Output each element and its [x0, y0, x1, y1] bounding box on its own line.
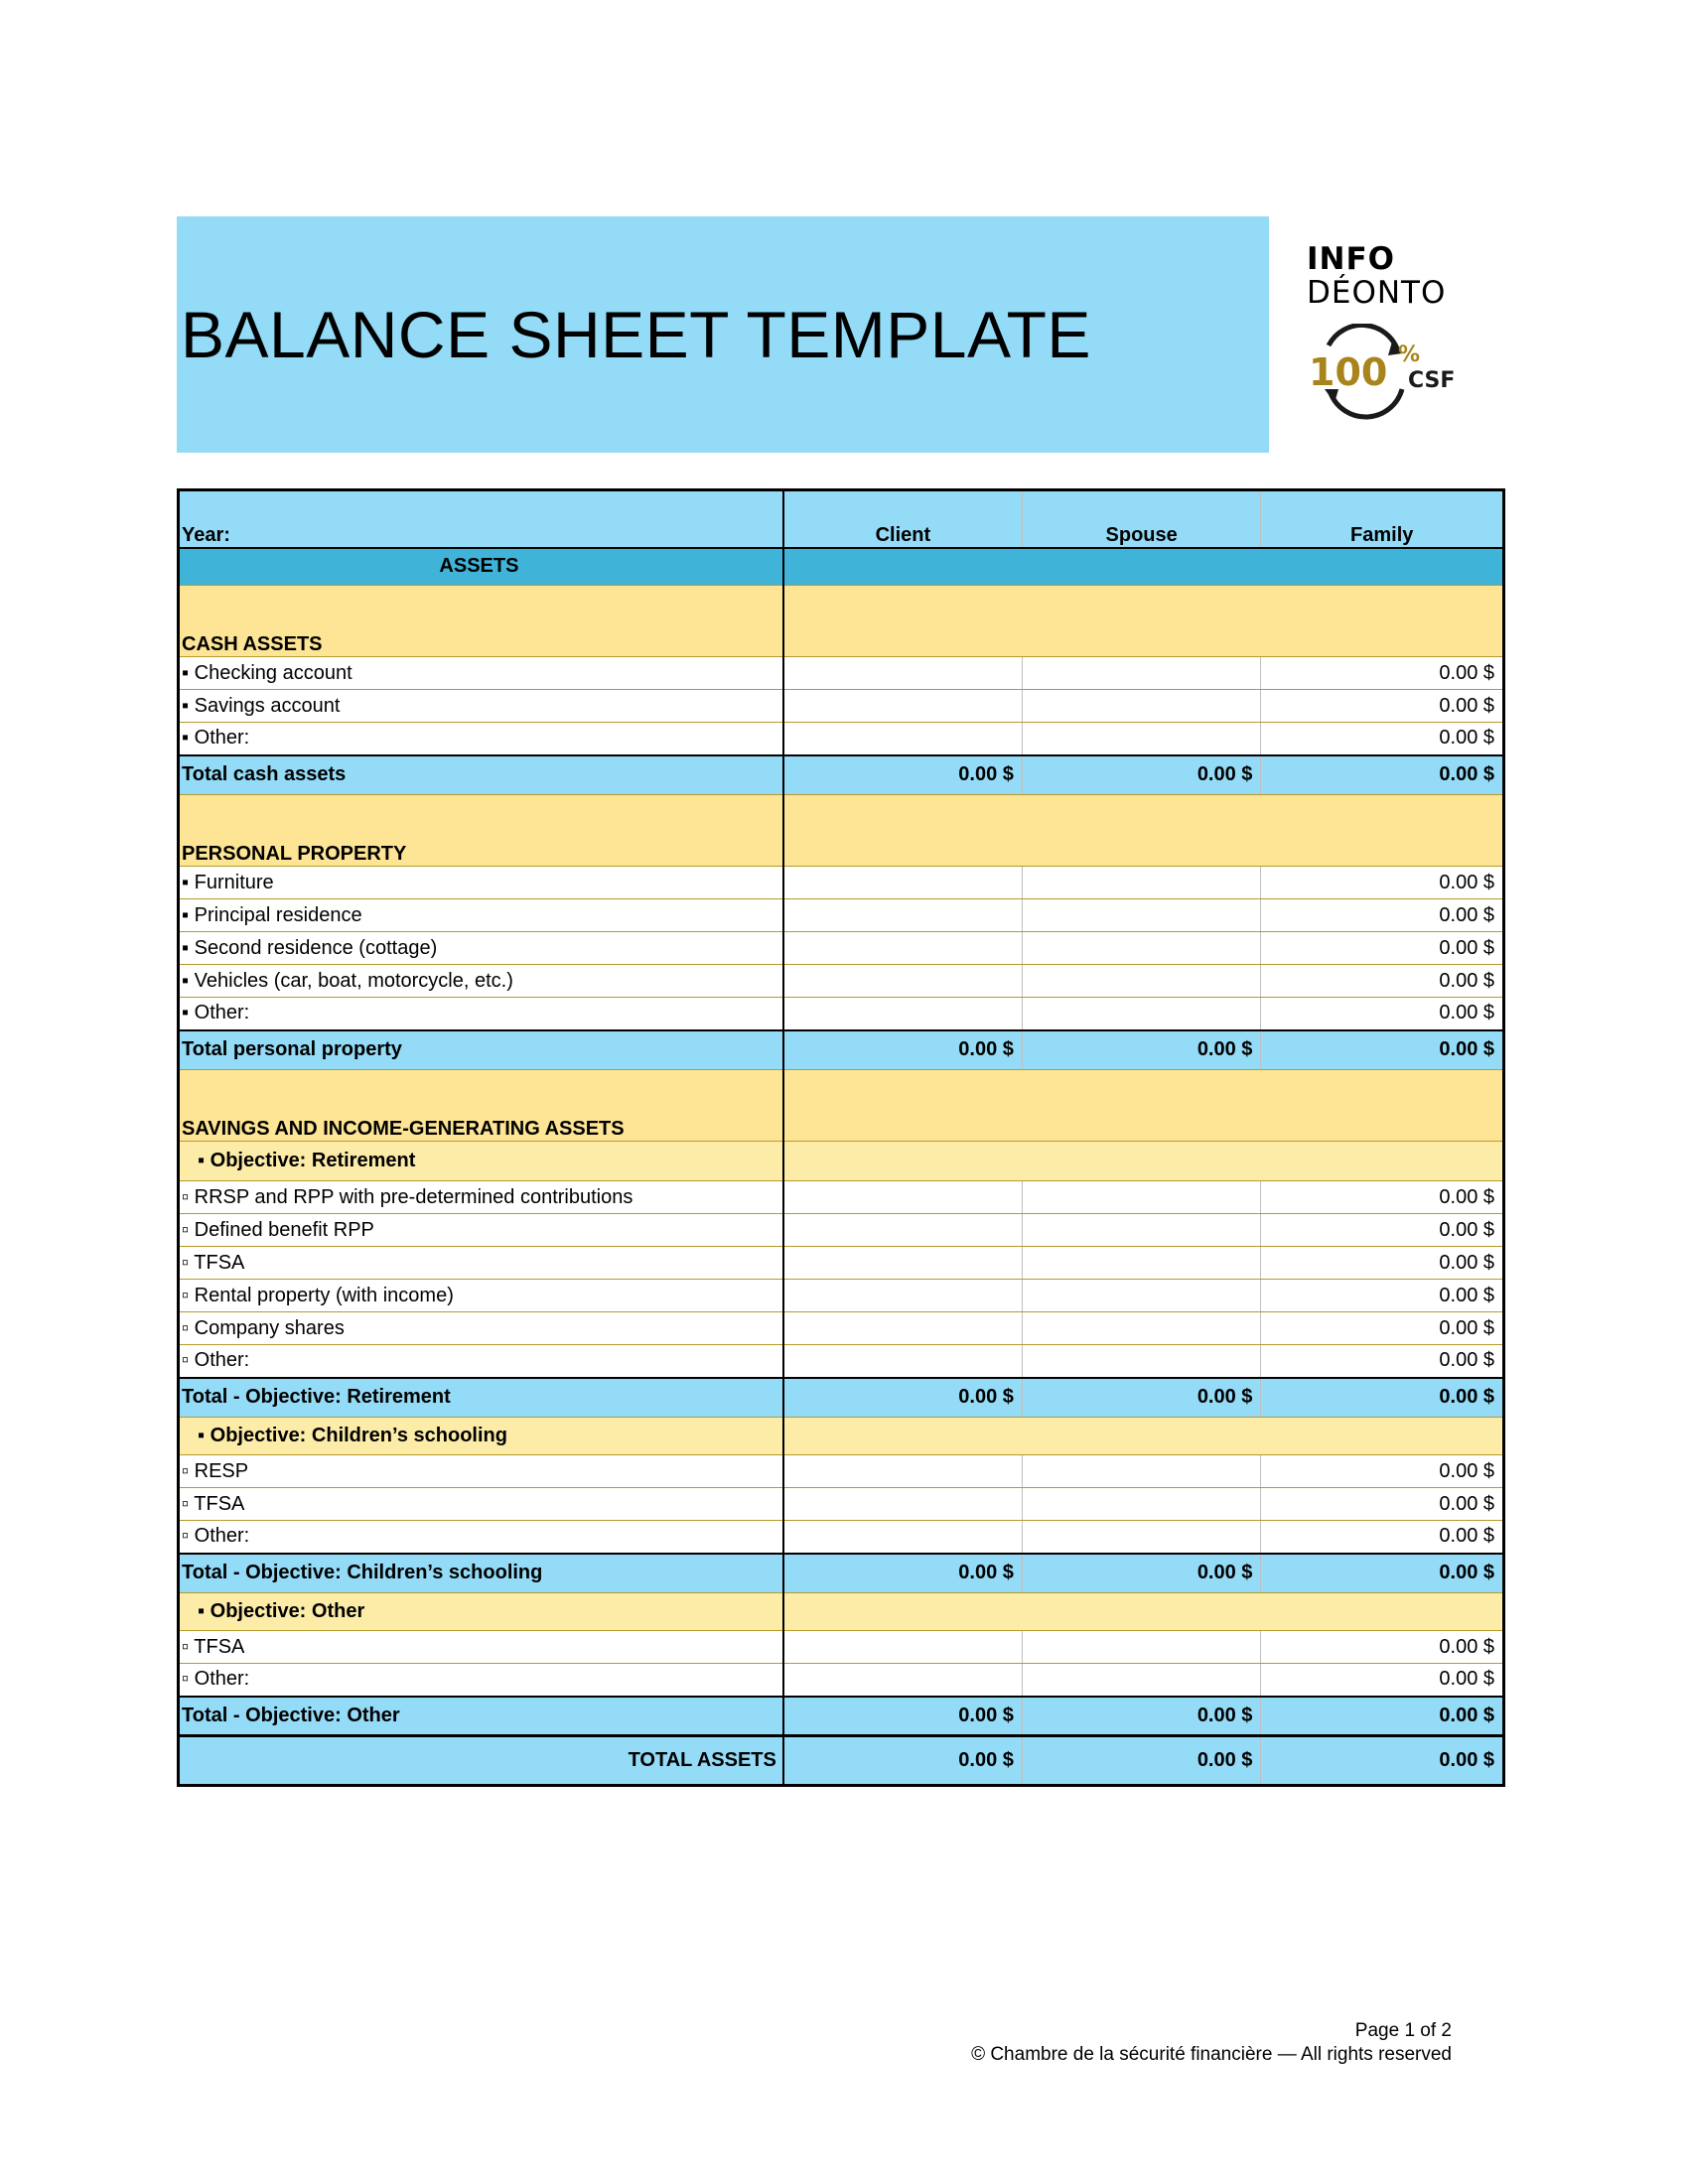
total-spouse: 0.00 $ — [1022, 1697, 1261, 1736]
table-row — [179, 1488, 1504, 1521]
spouse-cell[interactable] — [1022, 1181, 1261, 1214]
row-label: ▫ Company shares — [179, 1312, 783, 1345]
subsection-fill — [783, 1593, 1504, 1631]
total-client: 0.00 $ — [783, 1030, 1023, 1070]
table-row — [179, 867, 1504, 899]
subsection-row — [179, 1418, 1504, 1455]
row-label: ▫ RRSP and RPP with pre-determined contributions — [179, 1181, 783, 1214]
row-label: ▫ Defined benefit RPP — [179, 1214, 783, 1247]
assets-header-row — [179, 548, 1504, 586]
total-label: Total personal property — [179, 1030, 783, 1070]
page-number: Page 1 of 2 — [1354, 2020, 1452, 2041]
page-footer — [971, 2019, 1452, 2067]
section-row — [179, 1070, 1504, 1142]
client-cell[interactable] — [783, 657, 1023, 690]
section-title-cash: CASH ASSETS — [179, 586, 783, 657]
total-row — [179, 755, 1504, 795]
total-row — [179, 1697, 1504, 1736]
spouse-cell[interactable] — [1022, 1455, 1261, 1488]
client-cell[interactable] — [783, 899, 1023, 932]
section-row — [179, 586, 1504, 657]
family-cell: 0.00 $ — [1261, 1214, 1504, 1247]
subsection-title: ▪ Objective: Other — [179, 1593, 783, 1631]
spouse-cell[interactable] — [1022, 690, 1261, 723]
subsection-title: ▪ Objective: Retirement — [179, 1142, 783, 1181]
title-band — [177, 216, 1269, 453]
section-fill — [783, 1070, 1504, 1142]
client-cell[interactable] — [783, 1488, 1023, 1521]
logo-line-1: INFO — [1307, 241, 1396, 277]
family-cell: 0.00 $ — [1261, 965, 1504, 998]
client-cell[interactable] — [783, 1214, 1023, 1247]
spouse-cell[interactable] — [1022, 932, 1261, 965]
spouse-cell[interactable] — [1022, 657, 1261, 690]
family-cell: 0.00 $ — [1261, 723, 1504, 755]
family-cell: 0.00 $ — [1261, 1521, 1504, 1554]
family-cell: 0.00 $ — [1261, 1488, 1504, 1521]
client-cell[interactable] — [783, 1631, 1023, 1664]
section-row — [179, 795, 1504, 867]
row-label: ▫ Rental property (with income) — [179, 1280, 783, 1312]
column-header-spouse: Spouse — [1022, 490, 1261, 548]
subsection-row — [179, 1142, 1504, 1181]
row-label: ▫ TFSA — [179, 1488, 783, 1521]
table-row — [179, 965, 1504, 998]
total-client: 0.00 $ — [783, 1378, 1023, 1418]
badge-percent: % — [1398, 342, 1421, 367]
family-cell: 0.00 $ — [1261, 1181, 1504, 1214]
table-row — [179, 1280, 1504, 1312]
table-row — [179, 723, 1504, 755]
client-cell[interactable] — [783, 867, 1023, 899]
row-label: ▪ Principal residence — [179, 899, 783, 932]
row-label: ▪ Other: — [179, 998, 783, 1030]
family-cell: 0.00 $ — [1261, 657, 1504, 690]
spouse-cell[interactable] — [1022, 899, 1261, 932]
subsection-fill — [783, 1142, 1504, 1181]
table-row — [179, 690, 1504, 723]
spouse-cell[interactable] — [1022, 1521, 1261, 1554]
grand-total-row — [179, 1736, 1504, 1786]
total-family: 0.00 $ — [1261, 1554, 1504, 1593]
client-cell[interactable] — [783, 1521, 1023, 1554]
family-cell: 0.00 $ — [1261, 1280, 1504, 1312]
client-cell[interactable] — [783, 1181, 1023, 1214]
table-row — [179, 1345, 1504, 1378]
family-cell: 0.00 $ — [1261, 1631, 1504, 1664]
assets-header-fill — [783, 548, 1504, 586]
spouse-cell[interactable] — [1022, 1488, 1261, 1521]
row-label: ▫ TFSA — [179, 1247, 783, 1280]
row-label: ▫ Other: — [179, 1345, 783, 1378]
total-client: 0.00 $ — [783, 1554, 1023, 1593]
grand-total-label: TOTAL ASSETS — [179, 1736, 783, 1786]
table-row — [179, 1521, 1504, 1554]
table-row — [179, 932, 1504, 965]
row-label: ▪ Vehicles (car, boat, motorcycle, etc.) — [179, 965, 783, 998]
total-client: 0.00 $ — [783, 755, 1023, 795]
family-cell: 0.00 $ — [1261, 1455, 1504, 1488]
balance-sheet-table — [177, 488, 1505, 1787]
total-family: 0.00 $ — [1261, 1697, 1504, 1736]
subsection-row — [179, 1593, 1504, 1631]
subsection-fill — [783, 1418, 1504, 1455]
client-cell[interactable] — [783, 1455, 1023, 1488]
total-label: Total - Objective: Children’s schooling — [179, 1554, 783, 1593]
client-cell[interactable] — [783, 1280, 1023, 1312]
page-title: BALANCE SHEET TEMPLATE — [181, 298, 1091, 371]
total-family: 0.00 $ — [1261, 755, 1504, 795]
family-cell: 0.00 $ — [1261, 1247, 1504, 1280]
column-header-client: Client — [783, 490, 1023, 548]
section-fill — [783, 795, 1504, 867]
grand-total-spouse: 0.00 $ — [1022, 1736, 1261, 1786]
badge-text: CSF — [1408, 368, 1456, 393]
row-label: ▪ Furniture — [179, 867, 783, 899]
family-cell: 0.00 $ — [1261, 932, 1504, 965]
family-cell: 0.00 $ — [1261, 1312, 1504, 1345]
spouse-cell[interactable] — [1022, 867, 1261, 899]
spouse-cell[interactable] — [1022, 998, 1261, 1030]
family-cell: 0.00 $ — [1261, 690, 1504, 723]
total-row — [179, 1554, 1504, 1593]
table-row — [179, 1312, 1504, 1345]
subsection-title: ▪ Objective: Children’s schooling — [179, 1418, 783, 1455]
client-cell[interactable] — [783, 998, 1023, 1030]
year-label: Year: — [179, 490, 783, 548]
section-fill — [783, 586, 1504, 657]
table-row — [179, 1247, 1504, 1280]
client-cell[interactable] — [783, 690, 1023, 723]
table-row — [179, 1664, 1504, 1697]
section-title-personal: PERSONAL PROPERTY — [179, 795, 783, 867]
header-row — [179, 490, 1504, 548]
table-row — [179, 899, 1504, 932]
row-label: ▪ Second residence (cottage) — [179, 932, 783, 965]
row-label: ▪ Savings account — [179, 690, 783, 723]
spouse-cell[interactable] — [1022, 1345, 1261, 1378]
client-cell[interactable] — [783, 1345, 1023, 1378]
total-client: 0.00 $ — [783, 1697, 1023, 1736]
spouse-cell[interactable] — [1022, 723, 1261, 755]
column-header-family: Family — [1261, 490, 1504, 548]
total-label: Total - Objective: Retirement — [179, 1378, 783, 1418]
badge-number: 100 — [1309, 350, 1388, 394]
spouse-cell[interactable] — [1022, 1664, 1261, 1697]
row-label: ▪ Checking account — [179, 657, 783, 690]
total-label: Total - Objective: Other — [179, 1697, 783, 1736]
total-label: Total cash assets — [179, 755, 783, 795]
table-row — [179, 1181, 1504, 1214]
spouse-cell[interactable] — [1022, 1280, 1261, 1312]
table-row — [179, 1455, 1504, 1488]
total-family: 0.00 $ — [1261, 1378, 1504, 1418]
spouse-cell[interactable] — [1022, 965, 1261, 998]
total-spouse: 0.00 $ — [1022, 1030, 1261, 1070]
row-label: ▪ Other: — [179, 723, 783, 755]
client-cell[interactable] — [783, 1247, 1023, 1280]
spouse-cell[interactable] — [1022, 1247, 1261, 1280]
client-cell[interactable] — [783, 932, 1023, 965]
row-label: ▫ Other: — [179, 1521, 783, 1554]
row-label: ▫ TFSA — [179, 1631, 783, 1664]
copyright: © Chambre de la sécurité financière — All rights reserved — [971, 2044, 1452, 2065]
table-row — [179, 1631, 1504, 1664]
total-row — [179, 1030, 1504, 1070]
table-row — [179, 1214, 1504, 1247]
family-cell: 0.00 $ — [1261, 867, 1504, 899]
spouse-cell[interactable] — [1022, 1214, 1261, 1247]
family-cell: 0.00 $ — [1261, 899, 1504, 932]
row-label: ▫ RESP — [179, 1455, 783, 1488]
csf-badge-icon — [1307, 324, 1485, 423]
section-title-savings: SAVINGS AND INCOME-GENERATING ASSETS — [179, 1070, 783, 1142]
total-row — [179, 1378, 1504, 1418]
client-cell[interactable] — [783, 1312, 1023, 1345]
client-cell[interactable] — [783, 723, 1023, 755]
client-cell[interactable] — [783, 1664, 1023, 1697]
client-cell[interactable] — [783, 965, 1023, 998]
total-spouse: 0.00 $ — [1022, 1378, 1261, 1418]
family-cell: 0.00 $ — [1261, 1664, 1504, 1697]
family-cell: 0.00 $ — [1261, 998, 1504, 1030]
spouse-cell[interactable] — [1022, 1631, 1261, 1664]
spouse-cell[interactable] — [1022, 1312, 1261, 1345]
total-family: 0.00 $ — [1261, 1030, 1504, 1070]
logo-line-2: DÉONTO — [1307, 275, 1447, 311]
table-row — [179, 657, 1504, 690]
family-cell: 0.00 $ — [1261, 1345, 1504, 1378]
grand-total-client: 0.00 $ — [783, 1736, 1023, 1786]
total-spouse: 0.00 $ — [1022, 755, 1261, 795]
table-row — [179, 998, 1504, 1030]
total-spouse: 0.00 $ — [1022, 1554, 1261, 1593]
grand-total-family: 0.00 $ — [1261, 1736, 1504, 1786]
row-label: ▫ Other: — [179, 1664, 783, 1697]
info-deonto-logo — [1307, 242, 1485, 441]
assets-label: ASSETS — [179, 548, 783, 586]
